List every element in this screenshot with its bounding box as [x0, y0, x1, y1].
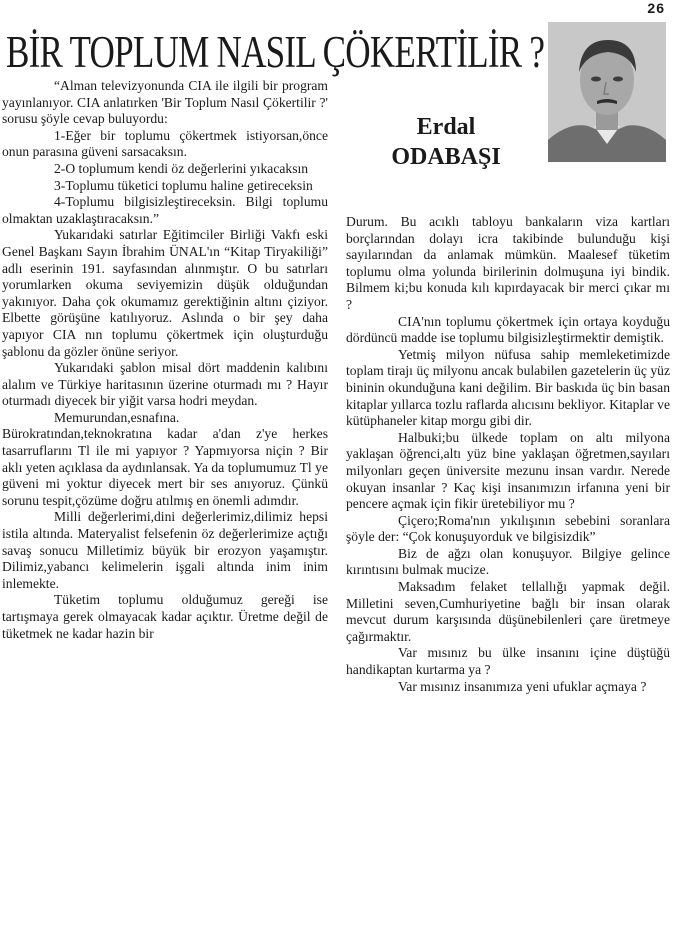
paragraph: Durum. Bu acıklı tabloyu bankaların viza kartları borçlarından dolayı icra takibinde bulunduğu kişi sayılarından da anlamak mümkün. Maalesef tüketim toplumu olma yolunda birilerinin dolmuşuna iyi bindik. Bilmem ki;bu konuda kılı kıpırdayacak bir merci çıkar mı ?	[346, 214, 670, 312]
paragraph: “Alman televizyonunda CIA ile ilgili bir program yayınlanıyor. CIA anlatırken 'Bir Toplum Nasıl Çökertilir ?' sorusu şöyle cevap buluyordu:	[2, 78, 328, 127]
author-portrait-image	[548, 22, 666, 162]
paragraph: Yukarıdaki şablon misal dört maddenin kalıbını alalım ve Türkiye haritasının üzerine oturmadı mı ? Hayır oturmadı diyecek bir yiğit varsa hodri meydan.	[2, 360, 328, 409]
paragraph: Yukarıdaki satırlar Eğitimciler Birliği Vakfı eski Genel Başkanı Sayın İbrahim ÜNAL'ın “Kitap Tiryakiliği” adlı eserinin 191. sayfasından alınmıştır. O bu satırları yorumlarken okuma seviyemizin düşük olduğundan yakınıyor. Daha çok okumamız gerektiğinin altını çiziyor. Elbette görüşüne katılıyoruz. Aslında o bir şey daha yapıyor CIA nın toplumu çökertmek için oluşturduğu şablonu da gözler önüne seriyor.	[2, 227, 328, 359]
page-number: 26	[647, 0, 665, 16]
paragraph: Var mısınız insanımıza yeni ufuklar açmaya ?	[398, 678, 647, 694]
paragraph: 4-Toplumu bilgisizleştireceksin. Bilgi toplumu olmaktan uzaklaştıracaksın.”	[2, 194, 328, 226]
left-column	[2, 78, 328, 642]
paragraph: Biz de ağzı olan konuşuyor. Bilgiye gelince kırıntısını bulmak mucize.	[346, 545, 670, 578]
right-column	[346, 214, 670, 695]
paragraph: 3-Toplumu tüketici toplumu haline getireceksin	[54, 177, 313, 193]
paragraph: 1-Eğer bir toplumu çökertmek istiyorsan,önce onun parasına güveni sarsacaksın.	[2, 127, 328, 160]
author-first-name: Erdal	[416, 114, 476, 140]
paragraph: Tüketim toplumu olduğumuz gereği ise tartışmaya gerek olmayacak kadar açıktır. Üretme değil de tüketmek ne kadar hazin bir	[2, 592, 328, 641]
headline: BİR TOPLUM NASIL ÇÖKERTİLİR ?	[6, 27, 545, 77]
paragraph: Çiçero;Roma'nın yıkılışının sebebini soranlara şöyle der: “Çok konuşuyorduk ve bilgisizdik”	[346, 512, 670, 545]
paragraph: Yetmiş milyon nüfusa sahip memleketimizde toplam tirajı üç milyonu ancak bulabilen gazetelerin üç yüz bininin okunduğuna kani değilim. Bir baskıda üç bin basan kitaplar yıllarca tozlu raflarda alıcısını bekliyor. Kitaplar ve kütüphaneler kitap morgu gibi dir.	[346, 346, 670, 429]
paragraph: Var mısınız bu ülke insanını içine düştüğü handikaptan kurtarma ya ?	[346, 645, 670, 678]
paragraph: CIA'nın toplumu çökertmek için ortaya koyduğu dördüncü madde ise toplumu bilgisizleştirmektir demiştik.	[346, 313, 670, 346]
paragraph: 2-O toplumum kendi öz değerlerini yıkacaksın	[54, 160, 309, 176]
author-byline	[376, 112, 516, 172]
paragraph: Halbuki;bu ülkede toplam on altı milyona yaklaşan öğrenci,altı yüz bine yaklaşan öğretmen,sayıları milyonları geçen üniversite mezunu insan vardır. Nerede okuyan insanlar ? Kaç kişi insanımızın irfanına yeni bir pencere açmak için fikir üretebiliyor mu ?	[346, 429, 670, 512]
author-last-name: ODABAŞI	[391, 144, 501, 170]
paragraph: Memurundan,esnafına. Bürokratından,teknokratına kadar a'dan z'ye herkes tasarruflarını Tl ile mi yapıyor ? Yapmıyorsa niçin ? Bir aklı yeten açıklasa da aydınlansak. Ya da toplumumuz Tl ye güveni mi yoktur diyecek mert bir ses anıyoruz. Çünkü sorunu tespit,çözüme doğru atılmış en önemli adımdır.	[2, 409, 328, 508]
paragraph: Maksadım felaket tellallığı yapmak değil. Milletini seven,Cumhuriyetine bağlı bir insan olarak mevcut durum karşısında düşünebilenleri çare üretmeye çağırmaktır.	[346, 579, 670, 644]
author-photo	[548, 22, 666, 162]
paragraph: Milli değerlerimi,dini değerlerimiz,dilimiz hepsi istila altında. Materyalist felsefenin öz değerlerimize açtığı savaş sonucu Milletimiz büyük bir erozyon yaşamıştır. Dilimiz,yabancı kelimelerin işgali altında inim inim inlemekte.	[2, 509, 328, 591]
